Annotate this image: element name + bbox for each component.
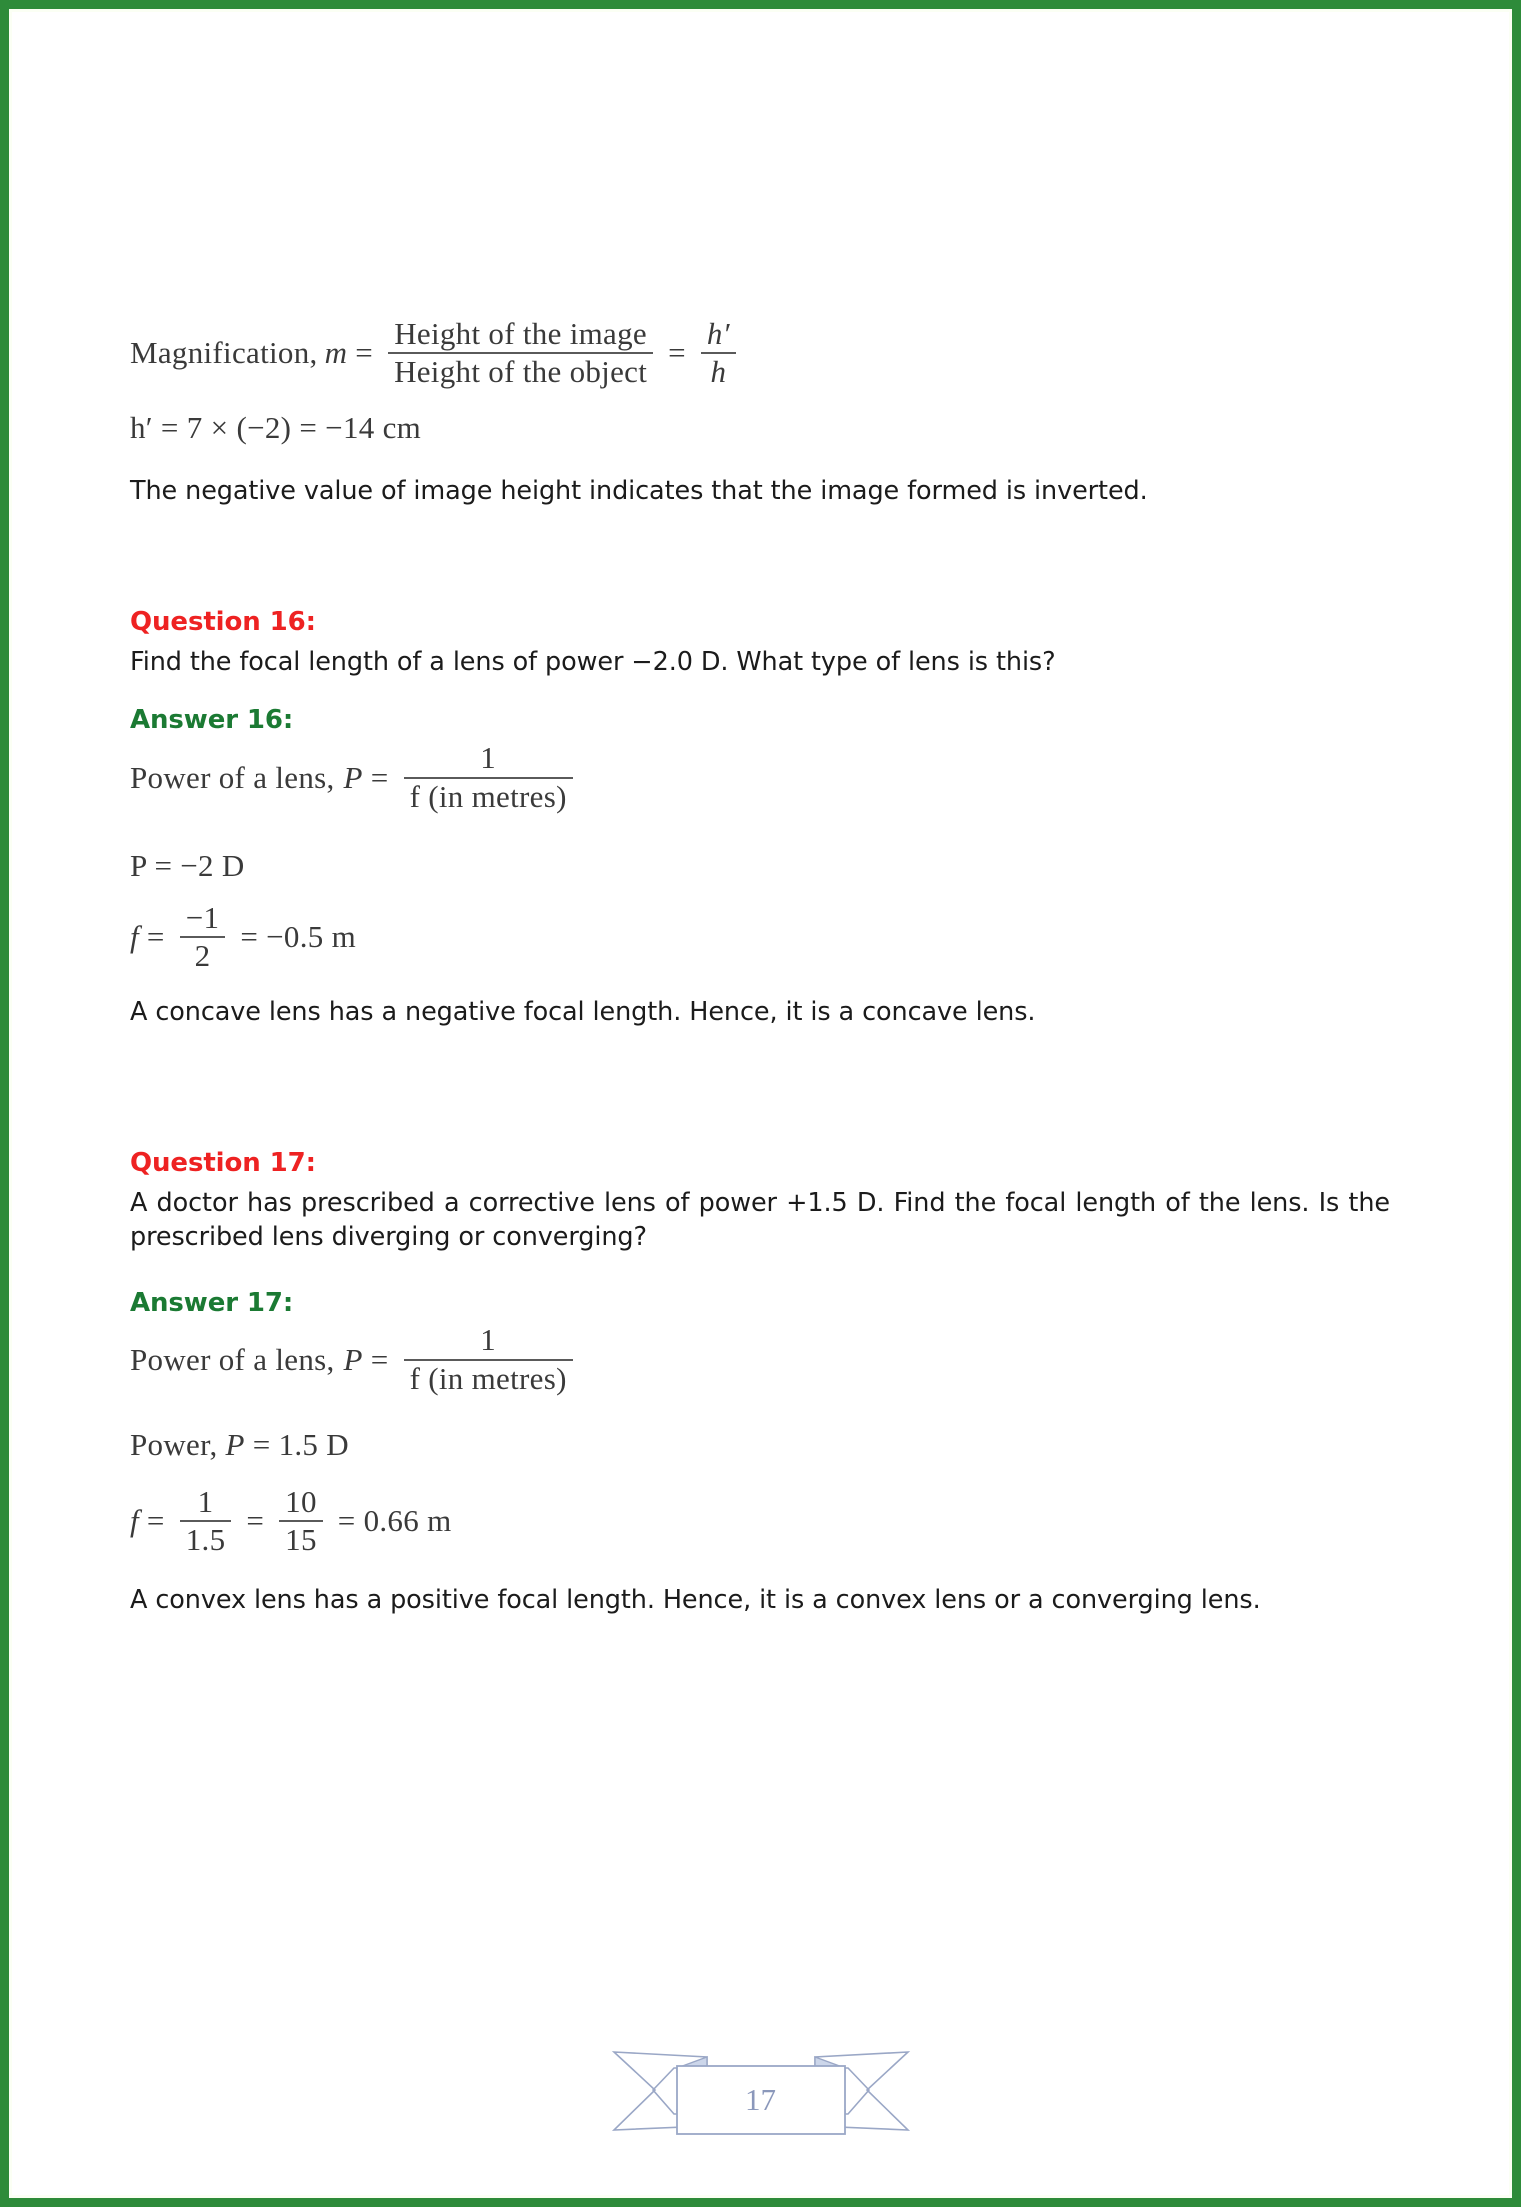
- focal-result: −0.5 m: [266, 919, 357, 955]
- focal-equals-1: =: [146, 919, 165, 955]
- given-power-variable: P: [225, 1427, 245, 1462]
- power-numerator: 1: [480, 1322, 497, 1357]
- power-equals: =: [370, 1341, 389, 1377]
- h-prime-numerator: h′: [706, 316, 730, 351]
- focal-numerator: −1: [185, 900, 220, 935]
- power-fraction: [404, 740, 573, 815]
- question-17-heading: Question 17:: [130, 1148, 316, 1178]
- answer-17-heading: Answer 17:: [130, 1288, 294, 1318]
- answer-17-conclusion: A convex lens has a positive focal length. Hence, it is a convex lens or a converging lens.: [130, 1585, 1261, 1615]
- focal-result: 0.66 m: [363, 1503, 452, 1539]
- inverted-image-note: The negative value of image height indicates that the image formed is inverted.: [130, 476, 1148, 506]
- magnification-variable: m: [324, 335, 348, 371]
- power-equals: =: [370, 759, 389, 795]
- answer-17-focal-length: [130, 1484, 452, 1558]
- image-height-calculation: h′ = 7 × (−2) = −14 cm: [130, 410, 422, 445]
- power-label: Power of a lens,: [130, 1341, 335, 1377]
- focal-denominator-1: 1.5: [185, 1522, 226, 1558]
- page-number: 17: [745, 2082, 776, 2117]
- focal-numerator-2: 10: [285, 1484, 317, 1519]
- focal-numerator-1: 1: [197, 1484, 214, 1519]
- magnification-equals-1: =: [355, 335, 374, 371]
- h-denominator: h: [710, 354, 727, 390]
- answer-17-given-power: [130, 1428, 349, 1462]
- focal-equals-2: =: [246, 1503, 265, 1539]
- focal-fraction-2: [279, 1484, 323, 1558]
- question-16-text: Find the focal length of a lens of power −2.0 D. What type of lens is this?: [130, 647, 1056, 677]
- page-number-ribbon: [611, 2038, 911, 2148]
- power-label: Power of a lens,: [130, 759, 335, 795]
- magnification-numerator: Height of the image: [394, 316, 647, 351]
- answer-16-given-power: P = −2 D: [130, 848, 245, 883]
- magnification-fraction-ratio: [388, 316, 653, 390]
- focal-fraction: [180, 900, 226, 974]
- power-variable: P: [343, 759, 363, 795]
- focal-length-variable: f: [130, 1503, 139, 1539]
- magnification-fraction-h: [701, 316, 736, 390]
- magnification-formula: [130, 316, 743, 390]
- answer-16-power-formula: [130, 740, 580, 815]
- answer-16-conclusion: A concave lens has a negative focal length. Hence, it is a concave lens.: [130, 997, 1036, 1027]
- focal-equals-1: =: [146, 1503, 165, 1539]
- given-power-label: Power,: [130, 1427, 218, 1462]
- power-variable: P: [343, 1341, 363, 1377]
- focal-equals-2: =: [240, 919, 259, 955]
- magnification-equals-2: =: [668, 335, 686, 371]
- answer-16-heading: Answer 16:: [130, 705, 294, 735]
- answer-17-power-formula: [130, 1322, 580, 1397]
- question-17-text: A doctor has prescribed a corrective lens of power +1.5 D. Find the focal length of the lens. Is the prescribed lens diverging or converging?: [130, 1188, 1390, 1253]
- focal-denominator: 2: [194, 938, 211, 974]
- power-denominator: f (in metres): [409, 1361, 567, 1397]
- focal-denominator-2: 15: [285, 1522, 317, 1558]
- question-16-heading: Question 16:: [130, 607, 316, 637]
- focal-fraction-1: [180, 1484, 232, 1558]
- focal-length-variable: f: [130, 919, 139, 955]
- given-power-equals: =: [252, 1427, 271, 1462]
- focal-equals-3: =: [337, 1503, 356, 1539]
- power-numerator: 1: [480, 740, 497, 775]
- answer-16-focal-length: [130, 900, 356, 974]
- power-fraction: [404, 1322, 573, 1397]
- power-denominator: f (in metres): [409, 779, 567, 815]
- magnification-label: Magnification,: [130, 335, 318, 371]
- given-power-value: 1.5 D: [278, 1427, 349, 1462]
- page-footer: [0, 2038, 1521, 2148]
- magnification-denominator: Height of the object: [394, 354, 648, 390]
